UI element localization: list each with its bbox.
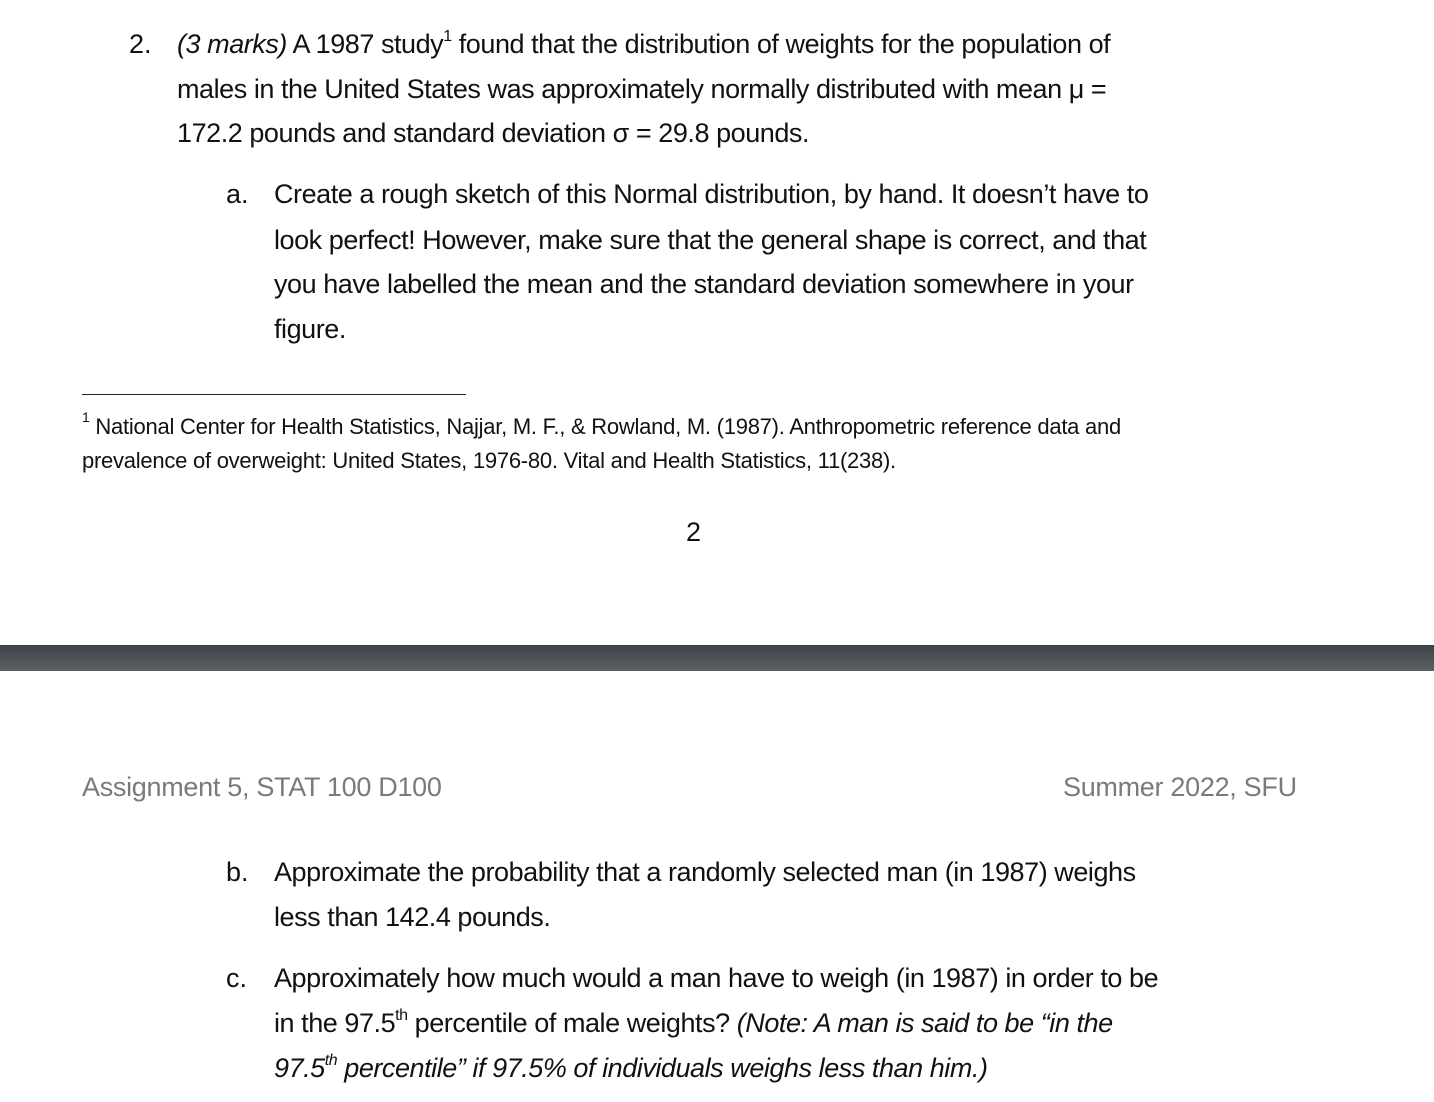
header-right: Summer 2022, SFU [1063,772,1297,802]
part-c-label: c. [226,963,248,993]
footnote-line-1 [82,408,1121,441]
question-line-1-end: found that the distribution of weights for the population of [451,29,1111,59]
part-c-line-2-a: in the 97.5 [274,1008,396,1038]
part-c-line-3-b: percentile” if 97.5% of individuals weighs less than him.) [337,1053,988,1083]
question-line-3: 172.2 pounds and standard deviation σ = 29.8 pounds. [177,118,810,148]
marks-label: (3 marks) [177,29,287,59]
part-c-line-2-b: percentile of male weights? [407,1008,737,1038]
part-a-line-4: figure. [274,314,346,344]
part-b-line-2: less than 142.4 pounds. [274,902,551,932]
part-c-line-2 [274,1007,1113,1039]
part-b-label: b. [226,857,249,887]
question-number: 2. [129,29,152,59]
part-c-line-3-a: 97.5 [274,1053,325,1083]
page-number: 2 [686,517,702,547]
footnote-marker: 1 [82,408,90,425]
header-left: Assignment 5, STAT 100 D100 [82,772,442,802]
part-a-line-3: you have labelled the mean and the standard deviation somewhere in your [274,269,1134,299]
part-a-line-2: look perfect! However, make sure that the general shape is correct, and that [274,225,1147,255]
page-break-divider [0,645,1434,671]
part-c-line-3 [274,1052,988,1084]
footnote-separator [82,394,466,395]
question-line-1 [177,28,1110,60]
part-a-line-1: Create a rough sketch of this Normal distribution, by hand. It doesn’t have to [274,179,1149,209]
part-c-superscript-th: th [395,1007,408,1024]
question-line-1-text: A 1987 study [286,29,444,59]
part-b-line-1: Approximate the probability that a randomly selected man (in 1987) weighs [274,857,1136,887]
footnote-text-1: National Center for Health Statistics, Najjar, M. F., & Rowland, M. (1987). Anthropometric reference data and [89,414,1121,439]
part-c-line-3-superscript-th: th [324,1052,338,1069]
question-line-2: males in the United States was approximately normally distributed with mean μ = [177,74,1107,104]
part-c-line-1: Approximately how much would a man have to weigh (in 1987) in order to be [274,963,1159,993]
part-c-note-start: (Note: A man is said to be “in the [736,1008,1113,1038]
footnote-line-2: prevalence of overweight: United States, 1976-80. Vital and Health Statistics, 11(238). [82,448,896,473]
footnote-reference: 1 [443,28,452,45]
part-a-label: a. [226,179,249,209]
